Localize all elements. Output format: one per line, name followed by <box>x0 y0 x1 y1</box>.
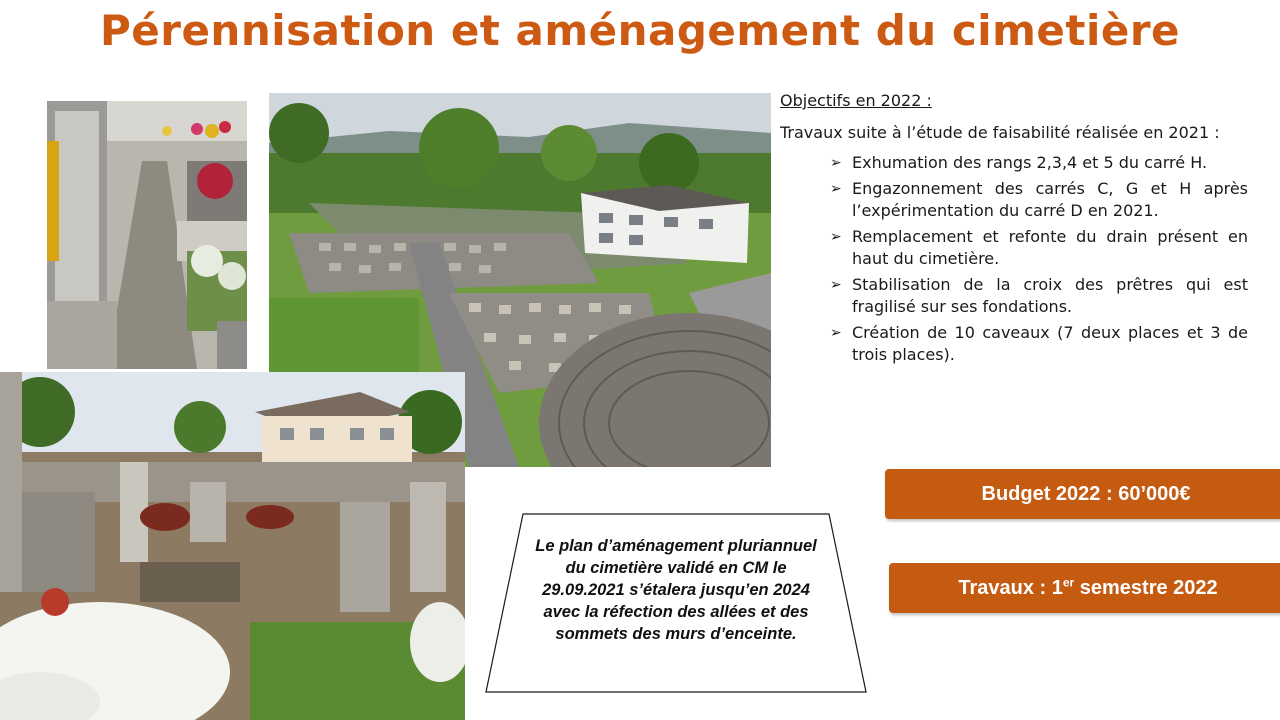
travaux-box <box>889 563 1280 613</box>
objectives-intro: Travaux suite à l’étude de faisabilité réalisée en 2021 : <box>780 123 1220 142</box>
list-item-text: Stabilisation de la croix des prêtres qui est fragilisé sur ses fondations. <box>852 275 1248 316</box>
arrow-bullet-icon: ➢ <box>830 229 842 245</box>
arrow-bullet-icon: ➢ <box>830 181 842 197</box>
plan-note-text: Le plan d’aménagement pluriannuel du cimetière validé en CM le 29.09.2021 s’étalera jusqu’en 2024 avec la réfection des allées et des sommets des murs d’enceinte. <box>535 537 817 643</box>
objectives-section <box>780 90 1248 370</box>
travaux-label: Travaux : 1er semestre 2022 <box>958 574 1218 599</box>
objectives-list <box>780 152 1248 366</box>
arrow-bullet-icon: ➢ <box>830 325 842 341</box>
page-title: Pérennisation et aménagement du cimetière <box>99 6 1181 55</box>
list-item <box>830 152 1248 174</box>
list-item <box>830 274 1248 318</box>
list-item <box>830 226 1248 270</box>
list-item-text: Création de 10 caveaux (7 deux places et 3 de trois places). <box>852 323 1248 364</box>
list-item-text: Engazonnement des carrés C, G et H après l’expérimentation du carré D en 2021. <box>852 179 1248 220</box>
arrow-bullet-icon: ➢ <box>830 155 842 171</box>
arrow-bullet-icon: ➢ <box>830 277 842 293</box>
plan-note <box>485 513 867 693</box>
photo-cemetery-aisle <box>47 101 247 369</box>
list-item <box>830 322 1248 366</box>
list-item <box>830 178 1248 222</box>
objectives-heading: Objectifs en 2022 : <box>780 91 932 110</box>
photo-cemetery-flowers <box>0 372 465 720</box>
budget-label: Budget 2022 : 60’000€ <box>981 482 1191 505</box>
budget-box <box>885 469 1280 519</box>
list-item-text: Exhumation des rangs 2,3,4 et 5 du carré H. <box>852 153 1208 172</box>
list-item-text: Remplacement et refonte du drain présent en haut du cimetière. <box>852 227 1248 268</box>
